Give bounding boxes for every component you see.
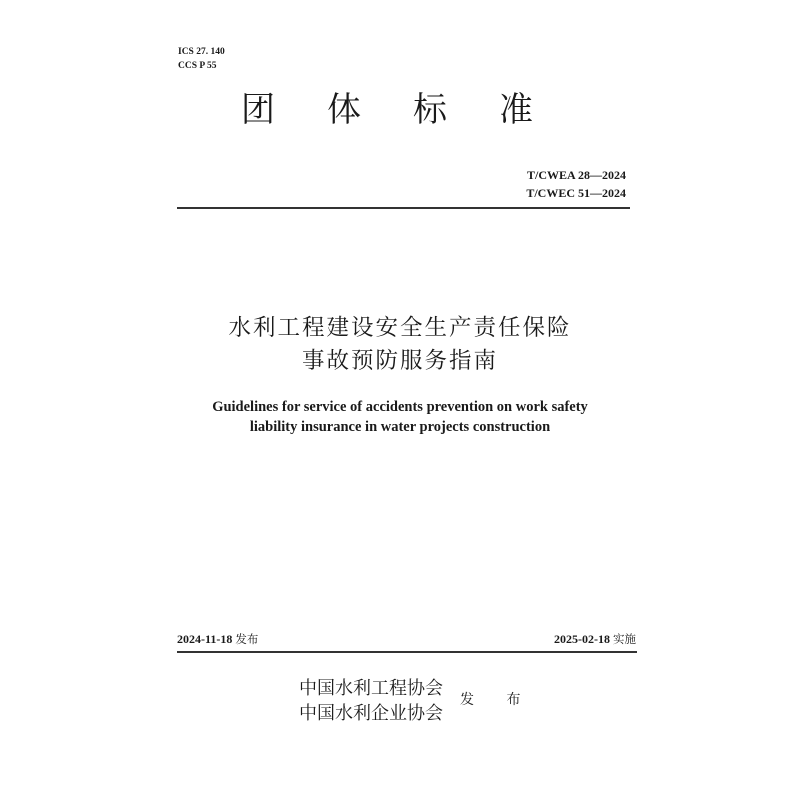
title-cn-line-2: 事故预防服务指南 — [301, 348, 498, 374]
document-title-cn — [0, 312, 800, 378]
standard-code-cwec: T/CWEC 51—2024 — [526, 186, 626, 200]
ics-code: ICS 27. 140 — [178, 47, 225, 57]
publisher-list — [299, 676, 443, 726]
footer-divider — [177, 651, 637, 653]
standard-code-cwea: T/CWEA 28—2024 — [526, 168, 626, 182]
title-en-line-1: Guidelines for service of accidents prevention on work safety — [212, 399, 588, 415]
title-en-line-2: liability insurance in water projects construction — [249, 419, 551, 435]
release-date — [177, 631, 258, 647]
title-cn-line-1: 水利工程建设安全生产责任保险 — [228, 315, 572, 341]
release-date-value: 2024-11-18 — [177, 632, 233, 646]
header-divider — [177, 207, 630, 209]
effective-label: 实施 — [613, 632, 636, 646]
classification-codes — [178, 45, 225, 73]
publisher-cwec: 中国水利企业协会 — [299, 703, 443, 723]
effective-date-value: 2025-02-18 — [554, 632, 610, 646]
effective-date — [554, 631, 636, 647]
standard-codes — [526, 166, 626, 202]
publisher-cwea: 中国水利工程协会 — [299, 678, 443, 698]
ccs-code: CCS P 55 — [178, 61, 217, 71]
publish-action: 发 布 — [460, 692, 535, 708]
release-label: 发布 — [235, 632, 259, 646]
document-title-en — [0, 397, 800, 437]
standard-type-title: 团体标准 — [241, 90, 585, 130]
